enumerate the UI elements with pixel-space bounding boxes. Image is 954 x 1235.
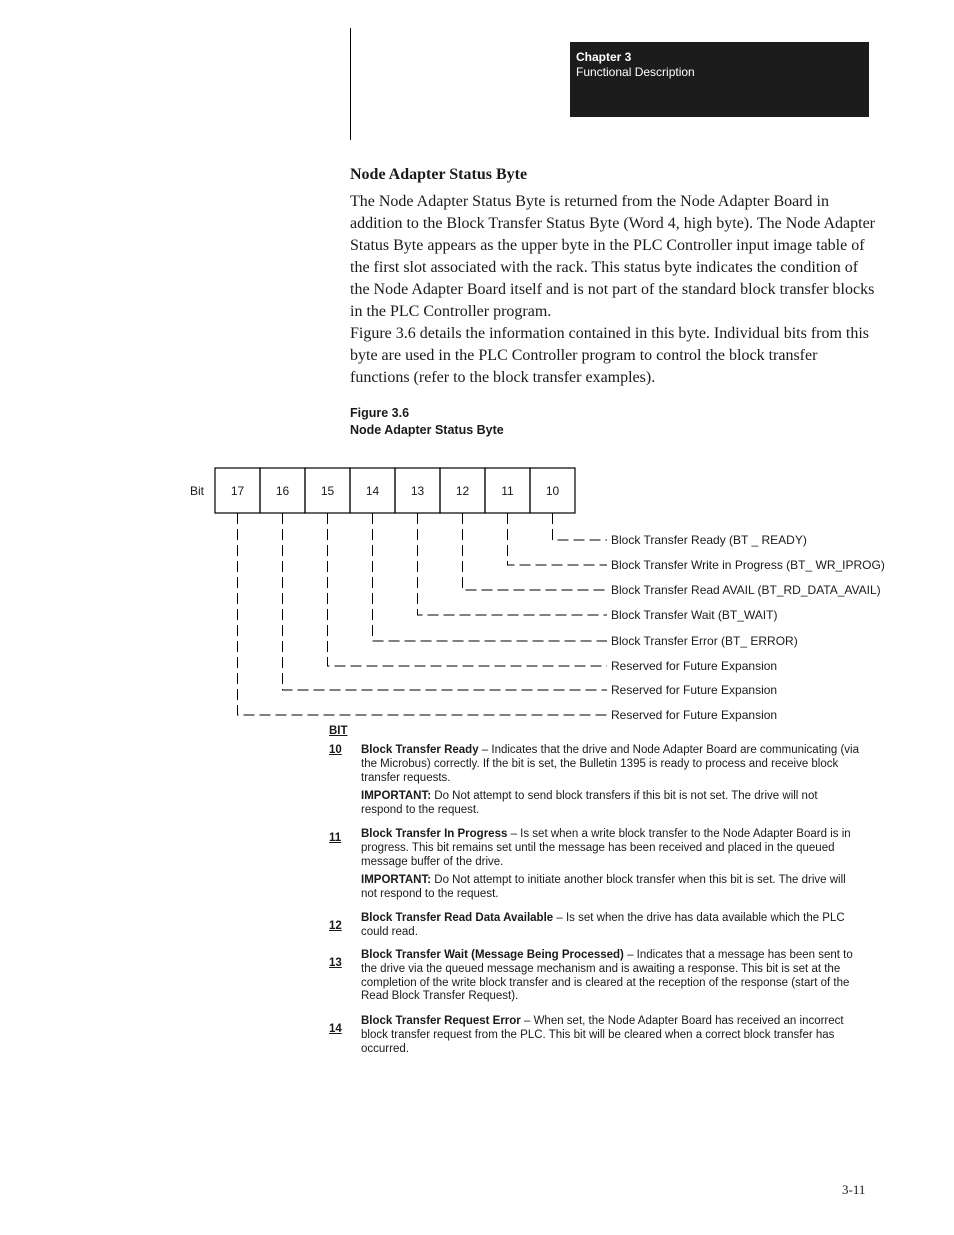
bit-number: 10 (329, 744, 342, 756)
callout-label: Reserved for Future Expansion (611, 659, 778, 673)
important-text: Do Not attempt to send block transfers if this bit is not set. The drive will not respond to the request. (361, 790, 818, 817)
leader-line (463, 513, 608, 590)
important-note (361, 790, 861, 818)
chapter-number: Chapter 3 (576, 50, 632, 64)
bit-cell-label: 16 (275, 484, 290, 498)
figure-number: Figure 3.6 (350, 406, 410, 420)
bit-title: Block Transfer Read Data Available (361, 912, 554, 924)
bit-title: Block Transfer In Progress (361, 828, 508, 840)
paragraph-2: Figure 3.6 details the information contained in this byte. Individual bits from this byte are used in the PLC Controller program to control the block transfer functions (refer to the block transfer examples). (350, 325, 870, 386)
callout-label: Block Transfer Read AVAIL (BT_RD_DATA_AVAIL) (611, 583, 881, 597)
bit-desc: – When set, the Node Adapter Board has received an incorrect block transfer request from the PLC. This bit will be cleared when a correct block transfer has occurred. (361, 1015, 844, 1055)
leader-lines (238, 513, 608, 715)
bit-title: Block Transfer Ready (361, 744, 479, 756)
bit-description (361, 949, 861, 1004)
figure-title: Node Adapter Status Byte (350, 423, 504, 437)
important-label: IMPORTANT: (361, 790, 432, 803)
important-note (361, 874, 861, 902)
bit-cell-label: 14 (365, 484, 380, 498)
leader-line (418, 513, 608, 615)
bit-cell-label: 10 (545, 484, 560, 498)
callout-label: Reserved for Future Expansion (611, 708, 778, 722)
important-label: IMPORTANT: (361, 874, 432, 887)
bit-desc: – Indicates that the drive and Node Adapter Board are communicating (via the Microbus) correctly. If the bit is set, the Bulletin 1395 is ready to process and receive block transfer requests. (361, 744, 859, 784)
bit-cell-label: 17 (230, 484, 245, 498)
leader-line (373, 513, 608, 641)
bit-number: 11 (329, 832, 342, 844)
chapter-title: Functional Description (576, 65, 695, 79)
callout-label: Block Transfer Error (BT_ ERROR) (611, 634, 798, 648)
bit-desc: – Indicates that a message has been sent to the drive via the queued message mechanism and is awaiting a response. This bit is set at the completion of the write block transfer and is cleared at the reception of the response (start of the Read Block Transfer Request). (361, 949, 853, 1003)
callout-labels (611, 533, 885, 722)
leader-line (553, 513, 608, 540)
bit-cell-label: 13 (410, 484, 425, 498)
bit-cells (215, 468, 575, 513)
bit-label: Bit (190, 484, 205, 498)
page-number: 3-11 (842, 1182, 866, 1197)
callout-label: Reserved for Future Expansion (611, 683, 778, 697)
bit-number: 12 (329, 920, 342, 932)
bit-title: Block Transfer Request Error (361, 1015, 521, 1027)
bit-column-header: BIT (329, 725, 348, 737)
bit-description (361, 828, 861, 902)
important-text: Do Not attempt to initiate another block transfer when this bit is set. The drive will not respond to the request. (361, 874, 846, 901)
bit-title: Block Transfer Wait (Message Being Processed) (361, 949, 624, 961)
bit-number: 14 (329, 1023, 342, 1035)
bit-description (361, 912, 861, 940)
leader-line (508, 513, 608, 565)
section-title: Node Adapter Status Byte (350, 166, 528, 183)
bit-cell-label: 15 (320, 484, 335, 498)
bit-cell-label: 11 (501, 484, 514, 498)
bit-description (361, 1015, 861, 1056)
paragraph-1: The Node Adapter Status Byte is returned from the Node Adapter Board in addition to the Block Transfer Status Byte (Word 4, high byte). The Node Adapter Status Byte appears as the upper byte in the PLC Controller input image table of the first slot associated with the rack. This status byte indicates the condition of the Node Adapter Board itself and is not part of the standard block transfer blocks in the PLC Controller program. (350, 193, 876, 320)
bit-number: 13 (329, 957, 342, 969)
bit-desc: – Is set when the drive has data available which the PLC could read. (361, 912, 845, 938)
callout-label: Block Transfer Ready (BT _ READY) (611, 533, 807, 547)
callout-label: Block Transfer Write in Progress (BT_ WR_IPROG) (611, 558, 885, 572)
callout-label: Block Transfer Wait (BT_WAIT) (611, 608, 778, 622)
bit-desc: – Is set when a write block transfer to the Node Adapter Board is in progress. This bit remains set until the message has been received and placed in the queued message buffer of the drive. (361, 828, 851, 868)
bit-description (361, 744, 861, 818)
bit-cell-label: 12 (455, 484, 470, 498)
leader-line (238, 513, 608, 715)
